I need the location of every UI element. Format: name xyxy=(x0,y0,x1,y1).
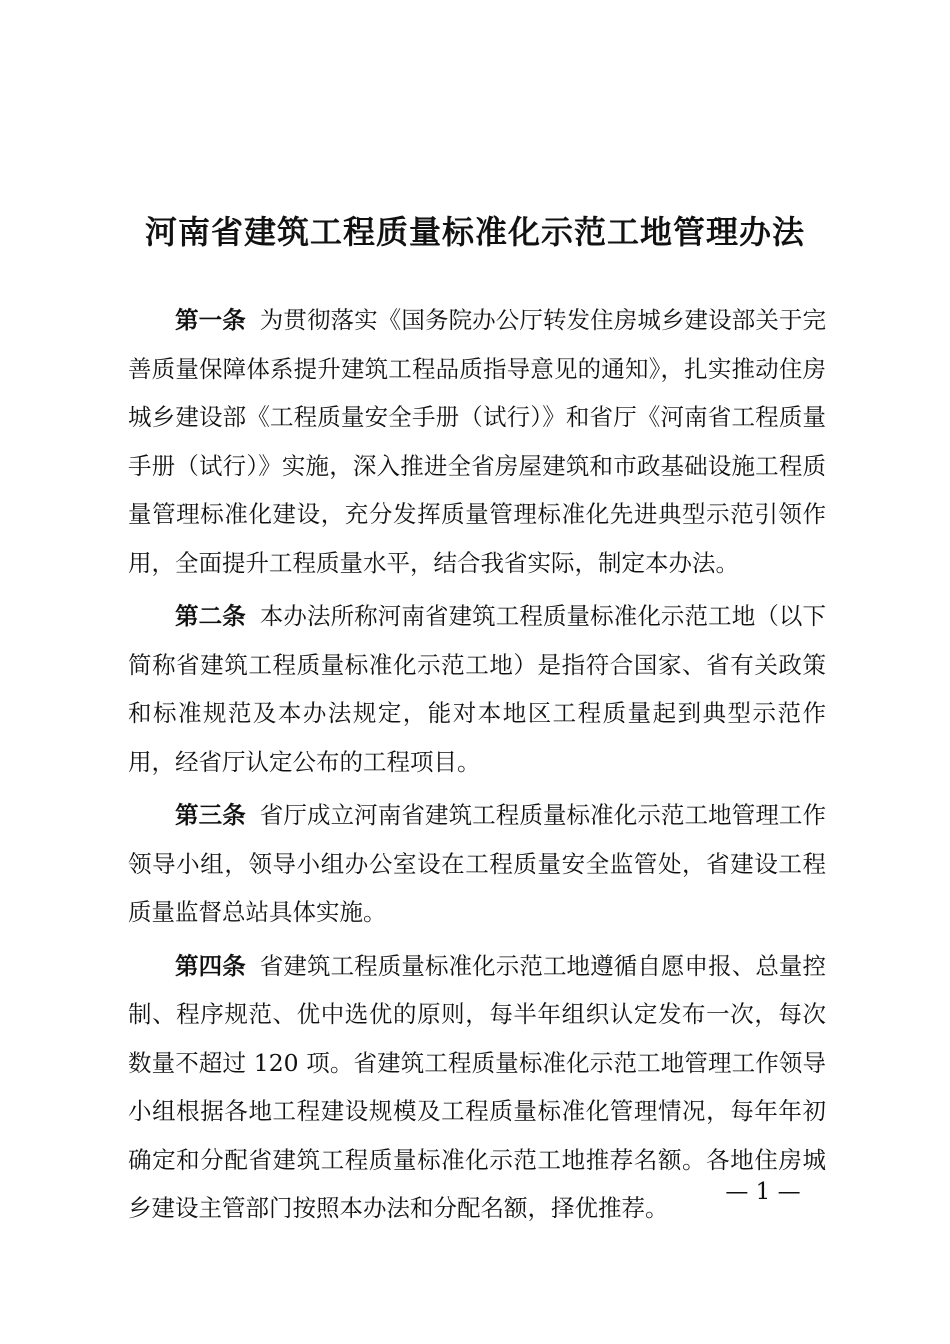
document-title: 河南省建筑工程质量标准化示范工地管理办法 xyxy=(144,213,805,251)
article-heading: 第一条 xyxy=(175,306,246,334)
article-heading: 第三条 xyxy=(175,801,246,830)
article-3 xyxy=(128,791,826,937)
article-heading: 第四条 xyxy=(175,951,246,980)
article-text: 本办法所称河南省建筑工程质量标准化示范工地（以下简称省建筑工程质量标准化示范工地）是指符合国家、省有关政策和标准规范及本办法规定，能对本地区工程质量起到典型示范作用，经省厅认定公布的工程项目。 xyxy=(128,602,827,776)
article-2 xyxy=(128,592,826,786)
article-text: 省厅成立河南省建筑工程质量标准化示范工地管理工作领导小组，领导小组办公室设在工程质量安全监管处，省建设工程质量监督总站具体实施。 xyxy=(128,801,827,927)
page-number: — 1 — xyxy=(725,1179,801,1205)
article-1 xyxy=(128,296,826,588)
article-heading: 第二条 xyxy=(175,602,246,631)
document-body xyxy=(128,296,826,1238)
article-text: 为贯彻落实《国务院办公厅转发住房城乡建设部关于完善质量保障体系提升建筑工程品质指导意见的通知》，扎实推动住房城乡建设部《工程质量安全手册（试行）》和省厅《河南省工程质量手册（试行）》实施，深入推进全省房屋建筑和市政基础设施工程质量管理标准化建设，充分发挥质量管理标准化先进典型示范引领作用，全面提升工程质量水平，结合我省实际，制定本办法。 xyxy=(128,306,827,577)
article-text: 省建筑工程质量标准化示范工地遵循自愿申报、总量控制、程序规范、优中选优的原则，每半年组织认定发布一次，每次数量不超过 120 项。省建筑工程质量标准化示范工地管理工作领导小组根据各地工程建设规模及工程质量标准化管理情况，每年年初确定和分配省建筑工程质量标准化示范工地推荐名额。各地住房城乡建设主管部门按照本办法和分配名额，择优推荐。 xyxy=(128,951,827,1223)
